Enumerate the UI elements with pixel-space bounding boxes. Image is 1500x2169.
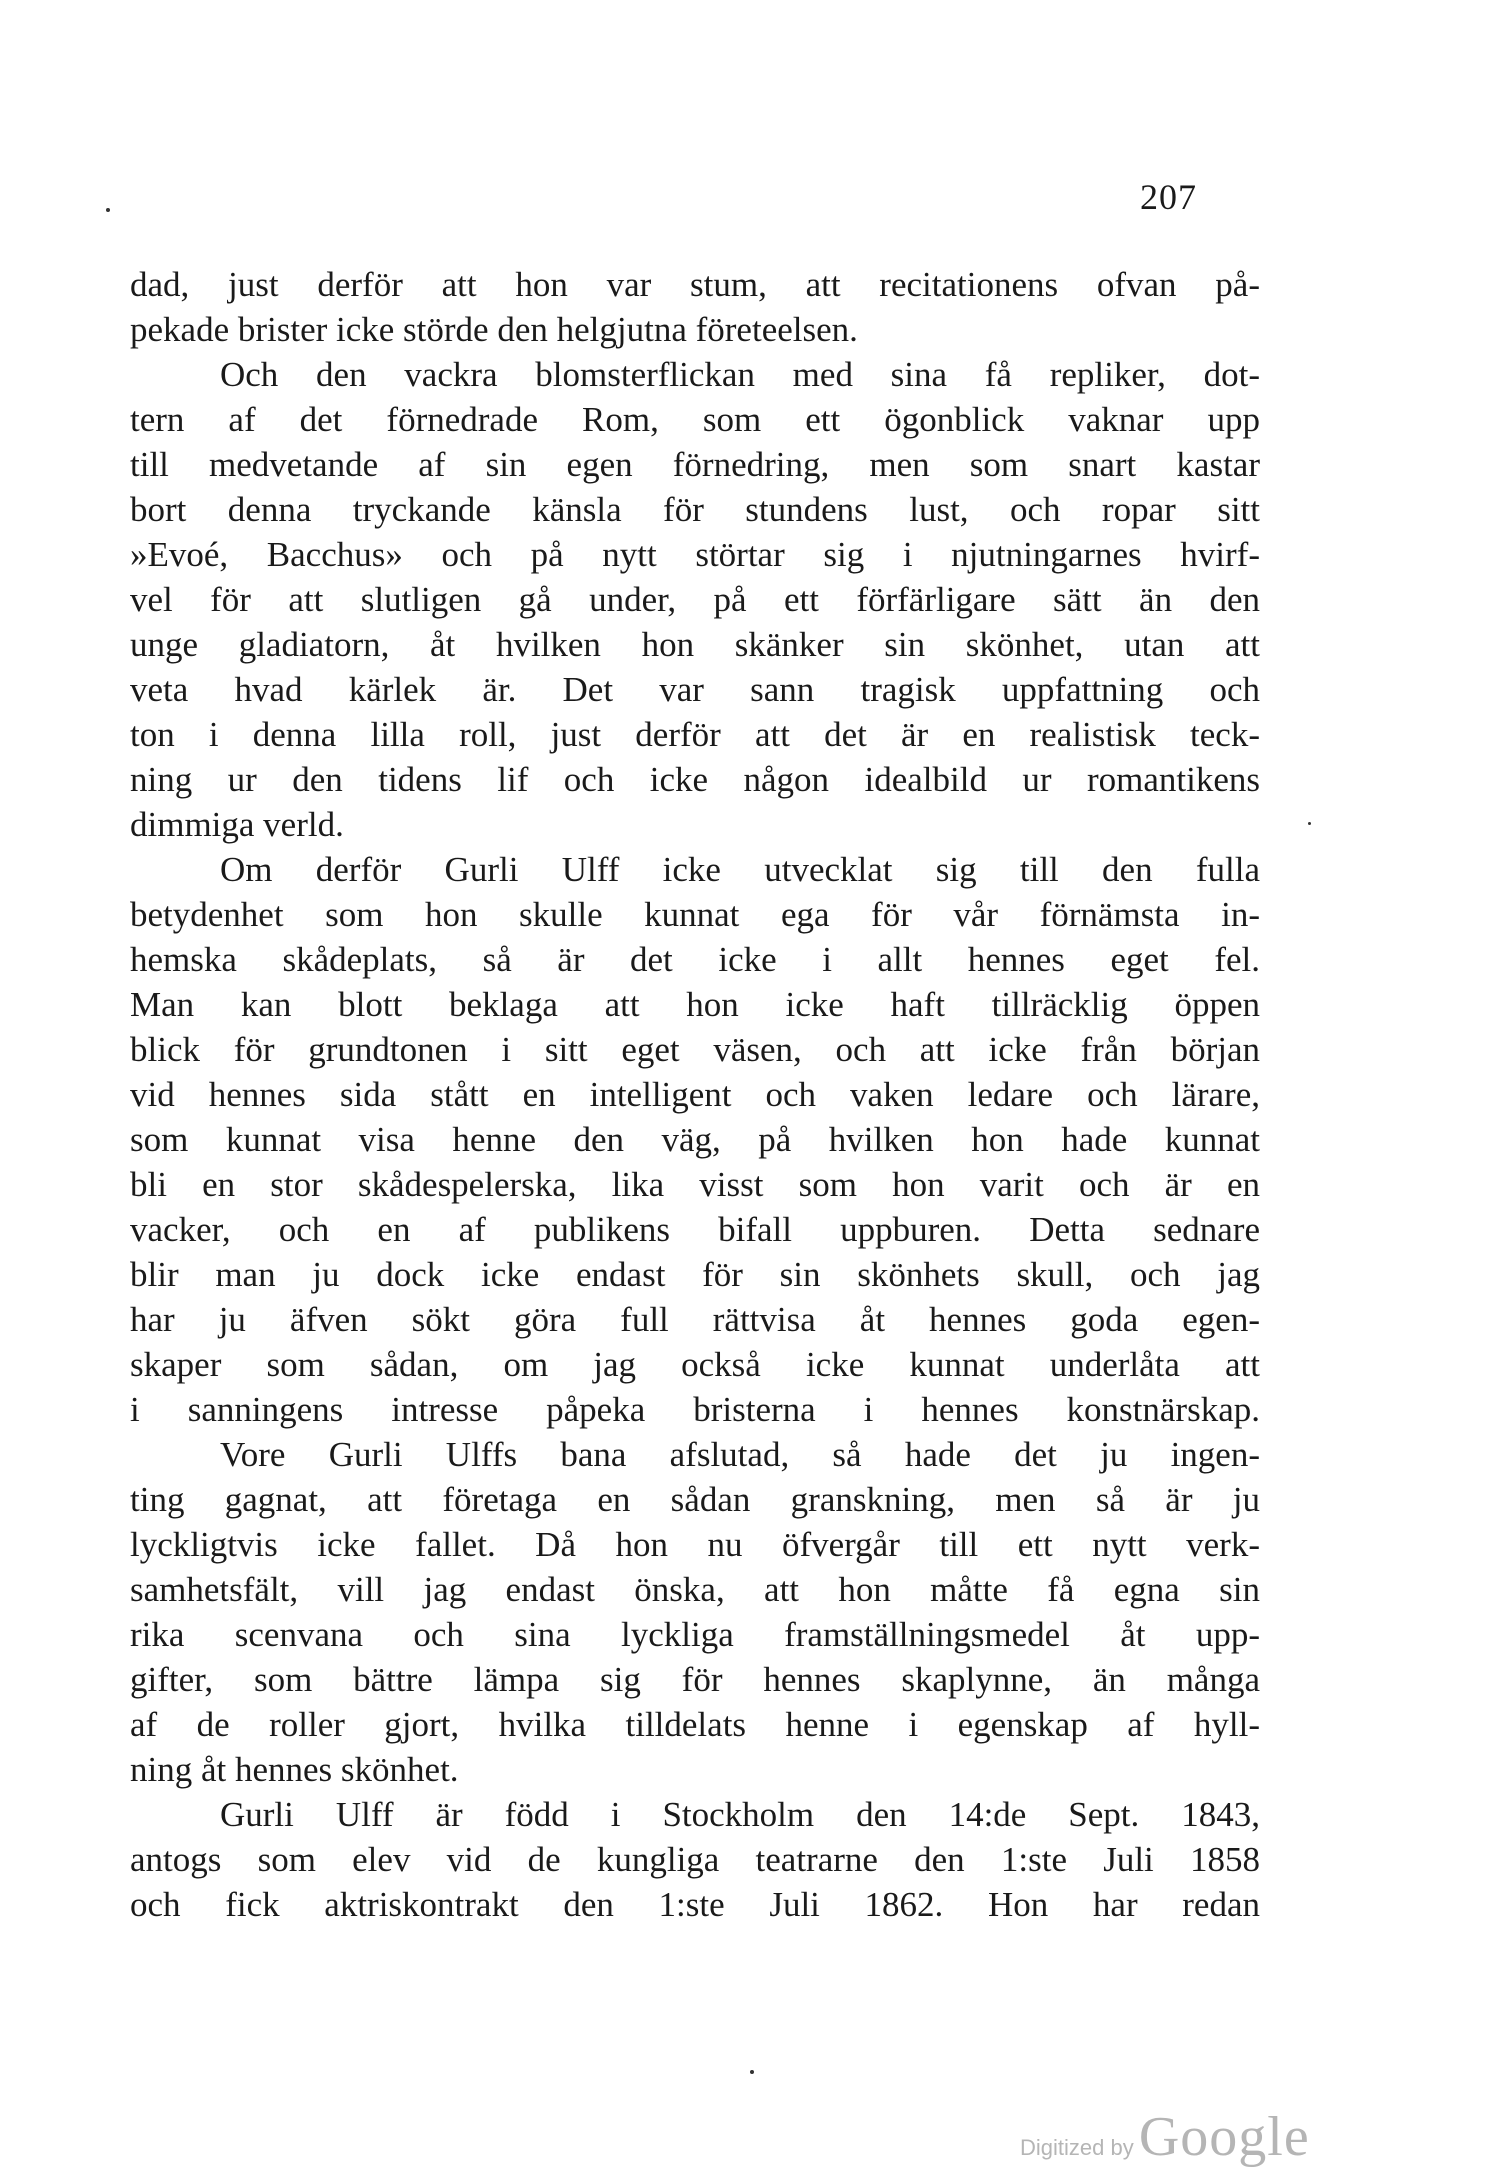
text-line: samhetsfält, vill jag endast önska, att hon måtte få egna sin [130,1570,1260,1609]
text-line: vid hennes sida stått en intelligent och vaken ledare och lärare, [130,1075,1260,1114]
text-line: lyckligtvis icke fallet. Då hon nu öfvergår till ett nytt verk- [130,1525,1260,1564]
text-line: bort denna tryckande känsla för stundens lust, och ropar sitt [130,490,1260,529]
text-line: ton i denna lilla roll, just derför att det är en realistisk teck- [130,715,1260,754]
text-line: ting gagnat, att företaga en sådan granskning, men så är ju [130,1480,1260,1519]
text-line: ning åt hennes skönhet. [130,1750,459,1789]
text-line: unge gladiatorn, åt hvilken hon skänker sin skönhet, utan att [130,625,1260,664]
text-line: rika scenvana och sina lyckliga framställningsmedel åt upp- [130,1615,1260,1654]
body-text [130,262,1260,1927]
margin-mark [1308,822,1311,825]
digitized-by-label: Digitized by [1020,2135,1134,2160]
text-line: »Evoé, Bacchus» och på nytt störtar sig i njutningarnes hvirf- [130,535,1260,574]
text-line: pekade brister icke störde den helgjutna företeelsen. [130,310,858,349]
text-line: bli en stor skådespelerska, lika visst som hon varit och är en [130,1165,1260,1204]
text-line: af de roller gjort, hvilka tilldelats henne i egenskap af hyll- [130,1705,1260,1744]
text-line: dad, just derför att hon var stum, att recitationens ofvan på- [130,265,1260,304]
text-line: vel för att slutligen gå under, på ett förfärligare sätt än den [130,580,1260,619]
text-line: tern af det förnedrade Rom, som ett ögonblick vaknar upp [130,400,1260,439]
digitized-watermark [1020,2105,1310,2169]
text-line: betydenhet som hon skulle kunnat ega för vår förnämsta in- [130,895,1260,934]
google-logo: Google [1138,2106,1310,2168]
bottom-mark [750,2070,754,2074]
text-line: gifter, som bättre lämpa sig för hennes skaplynne, än många [130,1660,1260,1699]
text-line: Man kan blott beklaga att hon icke haft tillräcklig öppen [130,985,1260,1024]
text-line: blir man ju dock icke endast för sin skönhets skull, och jag [130,1255,1260,1294]
text-line: som kunnat visa henne den väg, på hvilken hon hade kunnat [130,1120,1260,1159]
page-number: 207 [1140,177,1197,217]
text-line: Vore Gurli Ulffs bana afslutad, så hade det ju ingen- [220,1435,1260,1474]
text-line: till medvetande af sin egen förnedring, men som snart kastar [130,445,1260,484]
margin-mark [106,208,110,212]
text-line: vacker, och en af publikens bifall uppburen. Detta sednare [130,1210,1260,1249]
text-line: och fick aktriskontrakt den 1:ste Juli 1862. Hon har redan [130,1885,1260,1924]
text-line: dimmiga verld. [130,805,344,844]
text-line: hemska skådeplats, så är det icke i allt hennes eget fel. [130,940,1260,979]
text-line: antogs som elev vid de kungliga teatrarne den 1:ste Juli 1858 [130,1840,1260,1879]
text-line: blick för grundtonen i sitt eget väsen, och att icke från början [130,1030,1260,1069]
text-line: Och den vackra blomsterflickan med sina få repliker, dot- [220,355,1260,394]
text-line: har ju äfven sökt göra full rättvisa åt hennes goda egen- [130,1300,1260,1339]
text-line: Gurli Ulff är född i Stockholm den 14:de Sept. 1843, [220,1795,1260,1834]
text-line: Om derför Gurli Ulff icke utvecklat sig till den fulla [220,850,1260,889]
text-line: i sanningens intresse påpeka bristerna i hennes konstnärskap. [130,1390,1260,1429]
text-line: ning ur den tidens lif och icke någon idealbild ur romantikens [130,760,1260,799]
text-line: skaper som sådan, om jag också icke kunnat underlåta att [130,1345,1260,1384]
text-line: veta hvad kärlek är. Det var sann tragisk uppfattning och [130,670,1260,709]
